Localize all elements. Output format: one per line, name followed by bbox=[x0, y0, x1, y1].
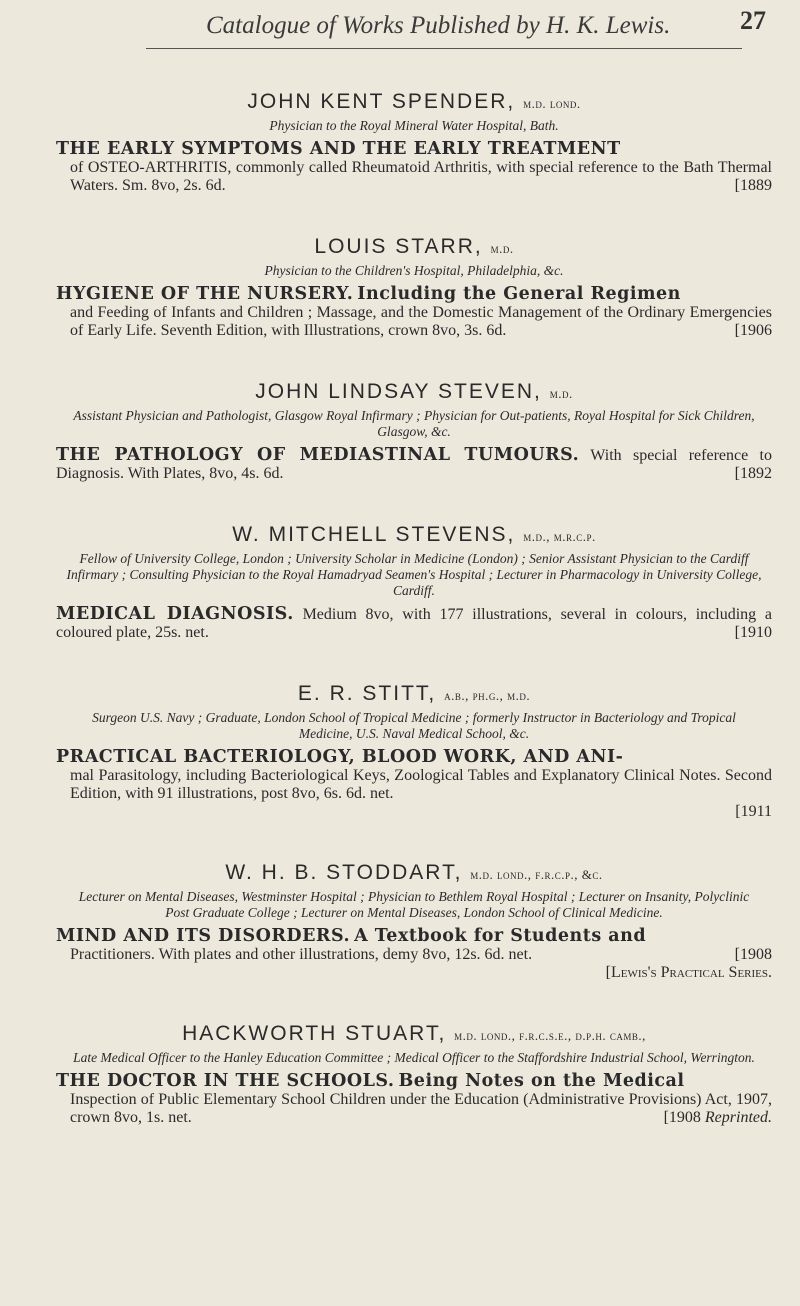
author-qualifications: m.d., m.r.c.p. bbox=[523, 529, 596, 544]
author-qualifications: m.d. lond., f.r.c.p., &c. bbox=[470, 867, 603, 882]
author-qualifications: m.d. bbox=[490, 241, 514, 256]
book-title: THE EARLY SYMPTOMS AND THE EARLY TREATMENT bbox=[56, 139, 621, 159]
author-description: Fellow of University College, London ; University Scholar in Medicine (London) ; Senior Assistant Physician to the Cardiff Infirmary ; Consulting Physician to the Royal Hamadryad Seamen's Hospital ; Lecturer in Pharmacology in University College, Cardiff. bbox=[66, 551, 762, 598]
author-qualifications: a.b., ph.g., m.d. bbox=[444, 688, 531, 703]
book-details: mal Parasitology, including Bacteriological Keys, Zoological Tables and Explanatory Clinical Notes. Second Edition, with 91 illustrations, post 8vo, 6s. 6d. net. bbox=[70, 767, 772, 802]
book-listing bbox=[56, 748, 772, 821]
reprinted-note: Reprinted. bbox=[704, 1109, 772, 1126]
book-listing bbox=[56, 285, 772, 340]
publication-year: [1910 bbox=[734, 624, 772, 641]
header-rule bbox=[146, 48, 742, 49]
author-description: Physician to the Children's Hospital, Philadelphia, &c. bbox=[264, 263, 564, 278]
book-title: MIND AND ITS DISORDERS. bbox=[56, 926, 351, 946]
author-description: Surgeon U.S. Navy ; Graduate, London School of Tropical Medicine ; formerly Instructor in Bacteriology and Tropical Medicine, U.S. Naval Medical School, &c. bbox=[92, 710, 736, 741]
author-description: Lecturer on Mental Diseases, Westminster Hospital ; Physician to Bethlem Royal Hospital ; Lecturer on Insanity, Polyclinic Post Graduate College ; Lecturer on Mental Diseases, London School of Clinical Medicine. bbox=[78, 889, 750, 920]
book-title: THE DOCTOR IN THE SCHOOLS. bbox=[56, 1071, 395, 1091]
catalogue-entry bbox=[56, 90, 772, 195]
running-title: Catalogue of Works Published by H. K. Lewis. bbox=[206, 12, 671, 39]
book-title-continued: Including the General Regimen bbox=[357, 284, 681, 304]
book-title: HYGIENE OF THE NURSERY. bbox=[56, 284, 354, 304]
book-listing bbox=[56, 605, 772, 642]
book-title: THE PATHOLOGY OF MEDIASTINAL TUMOURS. bbox=[56, 445, 580, 465]
catalogue-entry bbox=[56, 523, 772, 642]
book-details: Medium 8vo, with 177 illustrations, several in colours, including a coloured plate, 25s. net. bbox=[56, 606, 773, 641]
author-name: JOHN LINDSAY STEVEN, m.d. bbox=[255, 380, 573, 403]
publication-year: [1892 bbox=[734, 465, 772, 482]
book-details: of OSTEO-ARTHRITIS, commonly called Rheumatoid Arthritis, with special reference to the Bath Thermal Waters. Sm. 8vo, 2s. 6d. bbox=[70, 159, 772, 194]
author-qualifications: m.d. lond. bbox=[523, 96, 581, 111]
author-qualifications: m.d. lond., f.r.c.s.e., d.p.h. camb., bbox=[454, 1028, 646, 1043]
publication-year: [1908 bbox=[663, 1109, 701, 1126]
book-title-continued: A Textbook for Students and bbox=[354, 926, 647, 946]
book-listing bbox=[56, 1072, 772, 1127]
book-listing bbox=[56, 927, 772, 982]
publication-year: [1889 bbox=[734, 177, 772, 194]
publication-year: [1906 bbox=[734, 322, 772, 339]
series-note: [Lewis's Practical Series. bbox=[605, 964, 772, 981]
author-name: JOHN KENT SPENDER, m.d. lond. bbox=[247, 90, 581, 113]
book-title: PRACTICAL BACTERIOLOGY, BLOOD WORK, AND ANI- bbox=[56, 747, 624, 767]
book-listing bbox=[56, 140, 772, 195]
catalogue-entry bbox=[56, 380, 772, 483]
page-number: 27 bbox=[740, 6, 766, 35]
catalogue-entry bbox=[56, 861, 772, 982]
author-description: Physician to the Royal Mineral Water Hospital, Bath. bbox=[269, 118, 559, 133]
book-details: With special reference to Diagnosis. With Plates, 8vo, 4s. 6d. bbox=[56, 447, 772, 482]
book-title: MEDICAL DIAGNOSIS. bbox=[56, 604, 294, 624]
publication-year: [1908 bbox=[734, 946, 772, 963]
book-title-continued: Being Notes on the Medical bbox=[398, 1071, 685, 1091]
author-description: Late Medical Officer to the Hanley Education Committee ; Medical Officer to the Staffordshire Industrial School, Werrington. bbox=[73, 1050, 755, 1065]
author-name: LOUIS STARR, m.d. bbox=[314, 235, 514, 258]
author-name: W. H. B. STODDART, m.d. lond., f.r.c.p., &c. bbox=[225, 861, 603, 884]
author-name: W. MITCHELL STEVENS, m.d., m.r.c.p. bbox=[232, 523, 596, 546]
catalogue-entry bbox=[56, 682, 772, 821]
author-description: Assistant Physician and Pathologist, Glasgow Royal Infirmary ; Physician for Out-patients, Royal Hospital for Sick Children, Glasgow, &c. bbox=[73, 408, 755, 439]
publication-year: [1911 bbox=[735, 803, 772, 820]
author-qualifications: m.d. bbox=[549, 386, 573, 401]
book-listing bbox=[56, 446, 772, 483]
catalogue-entry bbox=[56, 1022, 772, 1127]
author-name: E. R. STITT, a.b., ph.g., m.d. bbox=[297, 682, 531, 705]
page-header bbox=[56, 0, 772, 50]
book-details: Inspection of Public Elementary School Children under the Education (Administrative Provisions) Act, 1907, crown 8vo, 1s. net. bbox=[70, 1091, 772, 1126]
book-details: and Feeding of Infants and Children ; Massage, and the Domestic Management of the Ordinary Emergencies of Early Life. Seventh Edition, with Illustrations, crown 8vo, 3s. 6d. bbox=[70, 304, 772, 339]
catalogue-entry bbox=[56, 235, 772, 340]
book-details: Practitioners. With plates and other illustrations, demy 8vo, 12s. 6d. net. bbox=[70, 946, 533, 963]
author-name: HACKWORTH STUART, m.d. lond., f.r.c.s.e., d.p.h. camb., bbox=[182, 1022, 646, 1045]
